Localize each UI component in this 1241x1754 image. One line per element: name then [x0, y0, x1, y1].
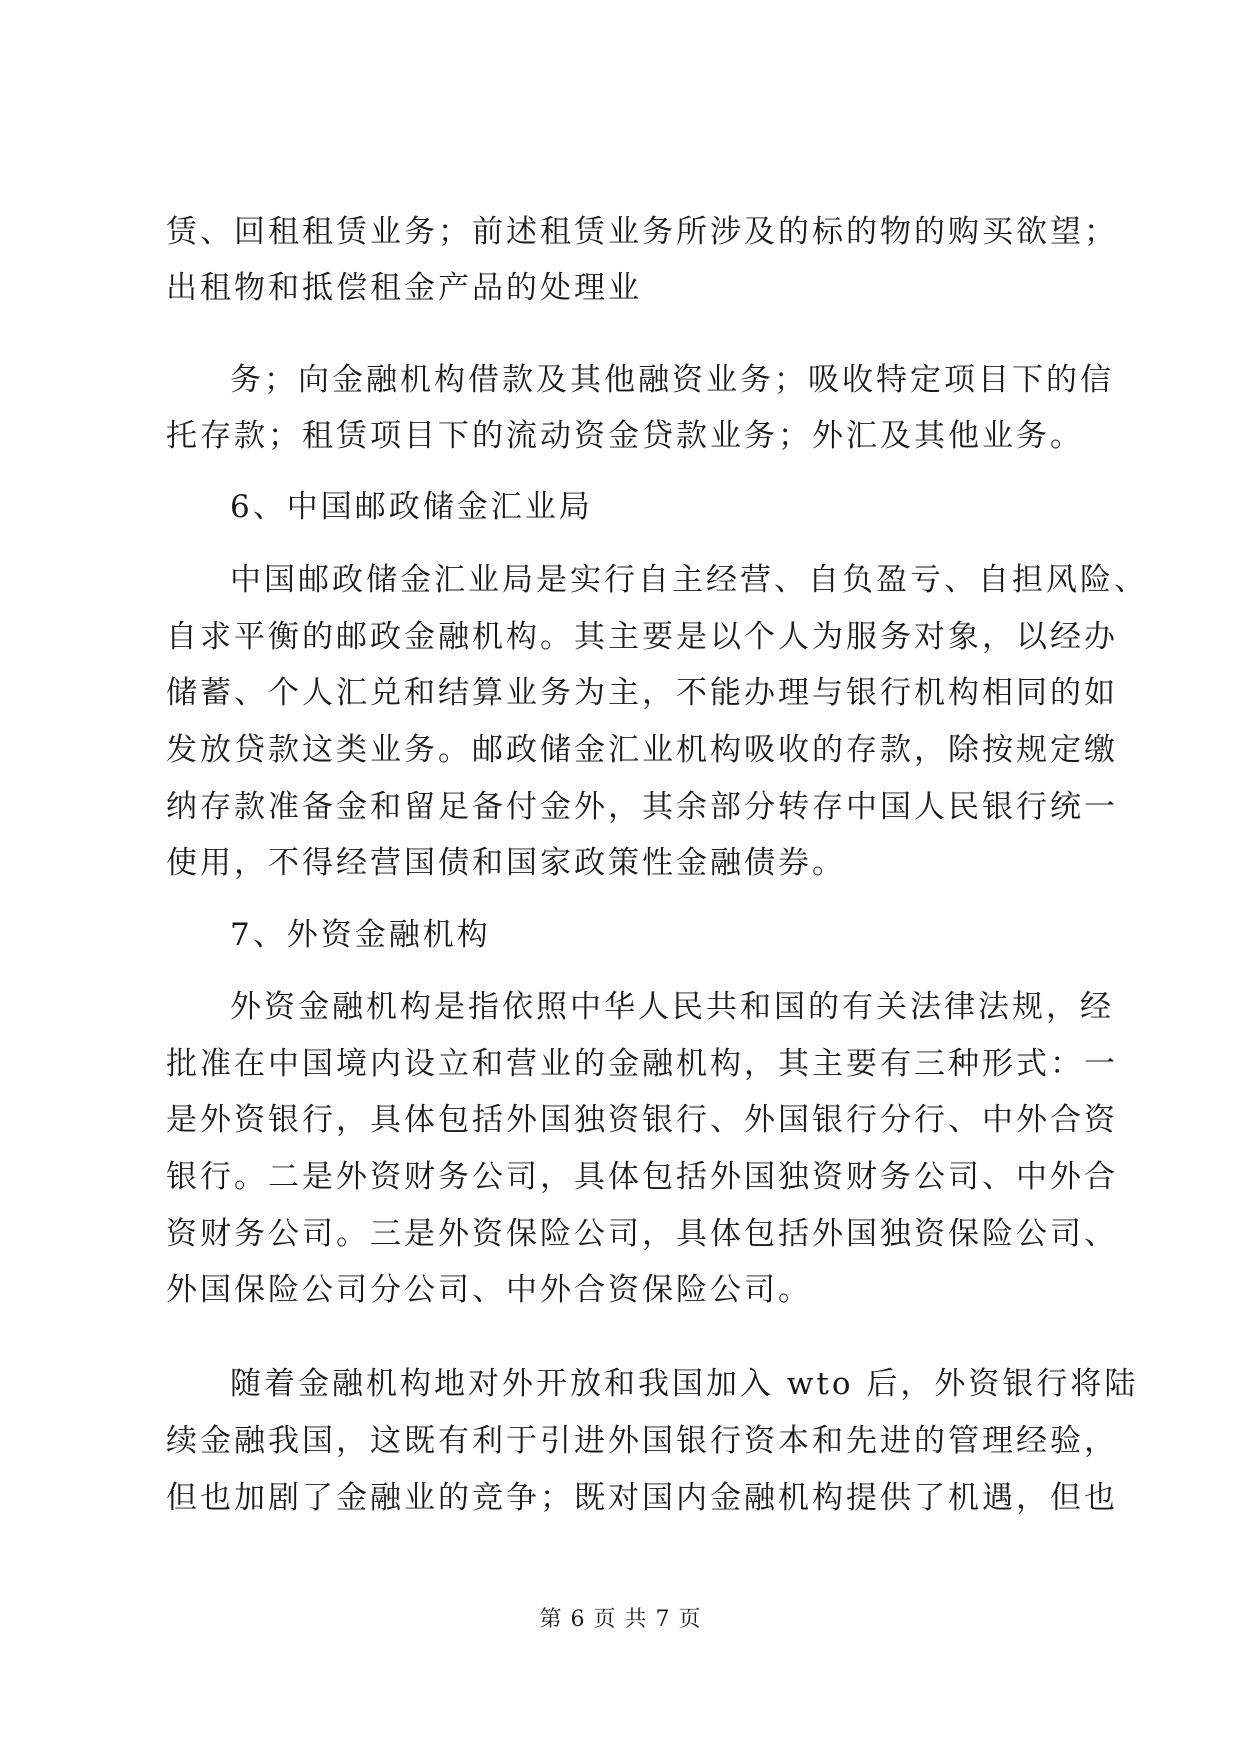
section-heading: 6、中国邮政储金汇业局 [230, 489, 593, 525]
text-line: 出租物和抵偿租金产品的处理业 [166, 270, 642, 306]
text-line: 资财务公司。三是外资保险公司，具体包括外国独资保险公司、 [166, 1216, 1118, 1252]
section-heading: 7、外资金融机构 [230, 917, 491, 953]
text-line: 但也加剧了金融业的竞争；既对国内金融机构提供了机遇，但也 [166, 1480, 1118, 1516]
text-line: 批准在中国境内设立和营业的金融机构，其主要有三种形式：一 [166, 1046, 1118, 1082]
text-line: 中国邮政储金汇业局是实行自主经营、自负盈亏、自担风险、 [230, 562, 1148, 598]
text-line: 托存款；租赁项目下的流动资金贷款业务；外汇及其他业务。 [166, 418, 1084, 454]
text-line: 外国保险公司分公司、中外合资保险公司。 [166, 1272, 812, 1308]
text-line: 是外资银行，具体包括外国独资银行、外国银行分行、中外合资 [166, 1102, 1118, 1138]
text-line: 银行。二是外资财务公司，具体包括外国独资财务公司、中外合 [166, 1159, 1118, 1195]
text-line: 外资金融机构是指依照中华人民共和国的有关法律法规，经 [230, 989, 1114, 1025]
text-line: 发放贷款这类业务。邮政储金汇业机构吸收的存款，除按规定缴 [166, 732, 1118, 768]
page-footer: 第 6 页 共 7 页 [539, 1607, 702, 1632]
text-line: 纳存款准备金和留足备付金外，其余部分转存中国人民银行统一 [166, 789, 1118, 825]
text-line: 使用，不得经营国债和国家政策性金融债券。 [166, 845, 846, 881]
text-line: 随着金融机构地对外开放和我国加入 wto 后，外资银行将陆 [230, 1366, 1139, 1402]
text-line: 赁、回租租赁业务；前述租赁业务所涉及的标的物的购买欲望； [166, 214, 1118, 250]
text-line: 储蓄、个人汇兑和结算业务为主，不能办理与银行机构相同的如 [166, 675, 1118, 711]
text-line: 续金融我国，这既有利于引进外国银行资本和先进的管理经验， [166, 1423, 1118, 1459]
text-line: 务；向金融机构借款及其他融资业务；吸收特定项目下的信 [230, 362, 1114, 398]
text-line: 自求平衡的邮政金融机构。其主要是以个人为服务对象，以经办 [166, 619, 1118, 655]
